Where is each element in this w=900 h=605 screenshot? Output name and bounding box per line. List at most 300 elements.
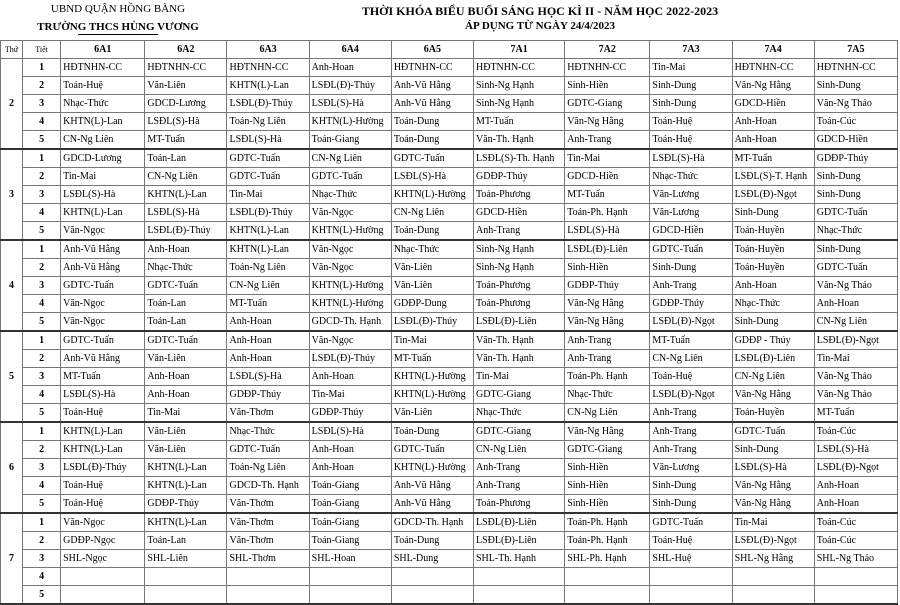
lesson-cell: GDĐP - Thúy [732, 331, 814, 350]
period-cell: 1 [23, 59, 61, 77]
lesson-cell: KHTN(L)-Lan [227, 222, 309, 241]
lesson-cell: Anh-Trang [650, 404, 732, 423]
lesson-cell: Sinh-Ng Hạnh [474, 95, 565, 113]
lesson-cell: CN-Ng Liên [227, 277, 309, 295]
lesson-cell: HĐTNHN-CC [814, 59, 897, 77]
lesson-cell: HĐTNHN-CC [61, 59, 145, 77]
lesson-cell: KHTN(L)-Lan [61, 204, 145, 222]
lesson-cell: Anh-Vũ Hằng [61, 240, 145, 259]
lesson-cell: Văn-Ngọc [61, 313, 145, 332]
table-row [1, 477, 898, 495]
school-name: TRƯỜNG THCS HÙNG VƯƠNG [37, 21, 199, 33]
lesson-cell: Anh-Hoan [814, 477, 897, 495]
lesson-cell: LSĐL(S)-Hà [309, 422, 391, 441]
lesson-cell: Toán-Dung [391, 113, 473, 131]
class-header: 7A3 [650, 41, 732, 59]
lesson-cell: Toán-Lan [145, 313, 227, 332]
lesson-cell: Văn-Th. Hạnh [474, 331, 565, 350]
lesson-cell: Sinh-Dung [732, 204, 814, 222]
lesson-cell: KHTN(L)-Lan [145, 186, 227, 204]
lesson-cell: CN-Ng Liên [61, 131, 145, 150]
lesson-cell: Sinh-Dung [732, 313, 814, 332]
period-cell: 1 [23, 513, 61, 532]
lesson-cell: Anh-Hoan [732, 277, 814, 295]
lesson-cell: Văn-Ngọc [309, 240, 391, 259]
lesson-cell [145, 586, 227, 605]
lesson-cell: KHTN(L)-Lan [61, 441, 145, 459]
school-underline [78, 34, 158, 35]
lesson-cell: Sinh-Dung [650, 259, 732, 277]
table-row [1, 459, 898, 477]
lesson-cell: SHL-Ng Hằng [732, 550, 814, 568]
lesson-cell: LSĐL(Đ)-Ngọt [732, 186, 814, 204]
lesson-cell: Tin-Mai [61, 168, 145, 186]
lesson-cell: Toán-Lan [145, 295, 227, 313]
lesson-cell: LSĐL(Đ)-Liên [474, 313, 565, 332]
lesson-cell: Toán-Huyền [732, 259, 814, 277]
lesson-cell: Toán-Ph. Hạnh [565, 513, 650, 532]
lesson-cell: Toán-Ph. Hạnh [565, 204, 650, 222]
lesson-cell: MT-Tuấn [227, 295, 309, 313]
lesson-cell: GDTC-Tuấn [227, 168, 309, 186]
lesson-cell: LSĐL(S)-Hà [227, 368, 309, 386]
lesson-cell: Nhạc-Thức [814, 222, 897, 241]
lesson-cell: Toán-Huệ [61, 477, 145, 495]
lesson-cell: Toán-Huệ [61, 495, 145, 514]
lesson-cell: Văn-Ng Hằng [732, 477, 814, 495]
day-cell: 2 [1, 59, 23, 150]
lesson-cell: Toán-Ph. Hạnh [565, 532, 650, 550]
lesson-cell [732, 586, 814, 605]
lesson-cell: GDĐP-Ngọc [61, 532, 145, 550]
org-name: UBND QUẬN HỒNG BÀNG [50, 3, 186, 15]
lesson-cell: KHTN(L)-Hường [309, 222, 391, 241]
lesson-cell: Nhạc-Thức [650, 168, 732, 186]
lesson-cell: GDTC-Giang [474, 422, 565, 441]
lesson-cell: GDĐP-Dung [391, 295, 473, 313]
lesson-cell: KHTN(L)-Hường [391, 459, 473, 477]
lesson-cell: GDTC-Tuấn [814, 204, 897, 222]
lesson-cell: Nhạc-Thức [565, 386, 650, 404]
lesson-cell: Anh-Hoan [814, 295, 897, 313]
table-row [1, 222, 898, 241]
period-cell: 2 [23, 77, 61, 95]
lesson-cell: Tin-Mai [650, 59, 732, 77]
lesson-cell: LSĐL(S)-Hà [309, 95, 391, 113]
lesson-cell: GDCD-Lương [145, 95, 227, 113]
period-cell: 5 [23, 495, 61, 514]
table-row [1, 149, 898, 168]
lesson-cell: LSĐL(S)-Hà [650, 149, 732, 168]
class-header: 7A5 [814, 41, 897, 59]
table-row [1, 77, 898, 95]
lesson-cell [565, 586, 650, 605]
lesson-cell: Văn-Ng Hằng [565, 313, 650, 332]
period-cell: 5 [23, 131, 61, 150]
class-header: 6A3 [227, 41, 309, 59]
lesson-cell [814, 586, 897, 605]
lesson-cell: Toán-Phương [474, 277, 565, 295]
period-cell: 1 [23, 422, 61, 441]
lesson-cell: Văn-Ng Thảo [814, 368, 897, 386]
lesson-cell: LSĐL(Đ)-Thúy [309, 77, 391, 95]
lesson-cell: LSĐL(S)-Hà [732, 459, 814, 477]
lesson-cell: LSĐL(S)-Hà [145, 204, 227, 222]
lesson-cell: GDCD-Th. Hạnh [391, 513, 473, 532]
lesson-cell: KHTN(L)-Lan [145, 513, 227, 532]
period-cell: 2 [23, 259, 61, 277]
lesson-cell: Toán-Giang [309, 532, 391, 550]
lesson-cell: Sinh-Dung [650, 477, 732, 495]
table-row [1, 532, 898, 550]
lesson-cell: LSĐL(Đ)-Thúy [309, 350, 391, 368]
lesson-cell: Toán-Giang [309, 513, 391, 532]
period-cell: 1 [23, 149, 61, 168]
lesson-cell: Văn-Lương [650, 186, 732, 204]
lesson-cell: GDĐP-Thúy [565, 277, 650, 295]
lesson-cell: Toán-Dung [391, 422, 473, 441]
table-row [1, 95, 898, 113]
lesson-cell: LSĐL(Đ)-Ngọt [650, 313, 732, 332]
lesson-cell: GDTC-Tuấn [227, 441, 309, 459]
lesson-cell: Anh-Hoan [309, 368, 391, 386]
table-row [1, 295, 898, 313]
lesson-cell: Văn-Lương [650, 204, 732, 222]
lesson-cell: LSĐL(S)-Hà [814, 441, 897, 459]
lesson-cell: GDTC-Giang [565, 441, 650, 459]
table-row [1, 386, 898, 404]
lesson-cell: Toán-Lan [145, 532, 227, 550]
lesson-cell: Tin-Mai [474, 368, 565, 386]
lesson-cell: KHTN(L)-Lan [227, 240, 309, 259]
lesson-cell: SHL-Ng Thảo [814, 550, 897, 568]
lesson-cell: Sinh-Dung [814, 77, 897, 95]
lesson-cell: Tin-Mai [732, 513, 814, 532]
lesson-cell [650, 586, 732, 605]
table-row [1, 368, 898, 386]
class-header: 6A5 [391, 41, 473, 59]
lesson-cell: LSĐL(Đ)-Liên [474, 513, 565, 532]
lesson-cell: HĐTNHN-CC [227, 59, 309, 77]
lesson-cell: SHL-Liên [145, 550, 227, 568]
lesson-cell: GDCD-Hiền [814, 131, 897, 150]
day-cell: 5 [1, 331, 23, 422]
lesson-cell: CN-Ng Liên [391, 204, 473, 222]
lesson-cell: KHTN(L)-Hường [309, 113, 391, 131]
lesson-cell: Toán-Huệ [650, 131, 732, 150]
lesson-cell: Văn-Ngọc [61, 513, 145, 532]
lesson-cell: Văn-Thơm [227, 404, 309, 423]
lesson-cell: GDCD-Th. Hạnh [227, 477, 309, 495]
lesson-cell: MT-Tuấn [650, 331, 732, 350]
timetable-body [1, 59, 898, 605]
lesson-cell: HĐTNHN-CC [145, 59, 227, 77]
lesson-cell: GDCD-Lương [61, 149, 145, 168]
lesson-cell: GDCD-Hiền [565, 168, 650, 186]
lesson-cell: KHTN(L)-Hường [391, 186, 473, 204]
lesson-cell: Sinh-Ng Hạnh [474, 240, 565, 259]
lesson-cell: KHTN(L)-Hường [309, 277, 391, 295]
lesson-cell: Toán-Cúc [814, 532, 897, 550]
lesson-cell: Anh-Vũ Hằng [391, 495, 473, 514]
lesson-cell: LSĐL(S)-Hà [145, 113, 227, 131]
lesson-cell: GDTC-Tuấn [814, 259, 897, 277]
lesson-cell: Anh-Trang [650, 422, 732, 441]
lesson-cell: MT-Tuấn [732, 149, 814, 168]
lesson-cell: HĐTNHN-CC [732, 59, 814, 77]
lesson-cell: Anh-Hoan [145, 368, 227, 386]
table-row [1, 441, 898, 459]
lesson-cell: Anh-Trang [650, 441, 732, 459]
lesson-cell: Toán-Giang [309, 477, 391, 495]
lesson-cell: MT-Tuấn [814, 404, 897, 423]
table-row [1, 204, 898, 222]
lesson-cell: KHTN(L)-Lan [227, 77, 309, 95]
lesson-cell: Văn-Ng Thảo [814, 386, 897, 404]
lesson-cell: Toán-Giang [309, 495, 391, 514]
lesson-cell: Anh-Trang [565, 350, 650, 368]
lesson-cell: GDCD-Hiền [732, 95, 814, 113]
lesson-cell: SHL-Thơm [227, 550, 309, 568]
lesson-cell: Toán-Huyền [732, 240, 814, 259]
lesson-cell: LSĐL(S)-Th. Hạnh [474, 149, 565, 168]
lesson-cell: Văn-Liên [391, 277, 473, 295]
lesson-cell: Toán-Giang [309, 131, 391, 150]
table-row [1, 404, 898, 423]
period-column-header: Tiết [23, 41, 61, 59]
lesson-cell: LSĐL(Đ)-Ngọt [732, 532, 814, 550]
lesson-cell: GDTC-Tuấn [61, 331, 145, 350]
day-cell: 7 [1, 513, 23, 604]
lesson-cell: GDTC-Tuấn [650, 240, 732, 259]
lesson-cell: Anh-Hoan [732, 113, 814, 131]
lesson-cell: GDTC-Tuấn [391, 149, 473, 168]
lesson-cell [391, 586, 473, 605]
lesson-cell: MT-Tuấn [61, 368, 145, 386]
lesson-cell: Toán-Cúc [814, 113, 897, 131]
day-cell: 6 [1, 422, 23, 513]
period-cell: 1 [23, 240, 61, 259]
period-cell: 3 [23, 277, 61, 295]
lesson-cell: KHTN(L)-Lan [145, 477, 227, 495]
lesson-cell: Anh-Trang [565, 131, 650, 150]
table-row [1, 131, 898, 150]
lesson-cell: KHTN(L)-Hường [391, 386, 473, 404]
lesson-cell: SHL-Ph. Hạnh [565, 550, 650, 568]
lesson-cell: GDTC-Giang [565, 95, 650, 113]
lesson-cell: Toán-Cúc [814, 422, 897, 441]
lesson-cell: Toán-Ng Liên [227, 259, 309, 277]
lesson-cell: GDĐP-Thúy [474, 168, 565, 186]
lesson-cell: CN-Ng Liên [145, 168, 227, 186]
period-cell: 4 [23, 477, 61, 495]
lesson-cell: Văn-Ngọc [61, 222, 145, 241]
lesson-cell: Anh-Hoan [309, 459, 391, 477]
lesson-cell: Văn-Ng Hằng [565, 295, 650, 313]
lesson-cell: GDTC-Tuấn [732, 422, 814, 441]
table-row [1, 350, 898, 368]
lesson-cell: Toán-Huệ [650, 368, 732, 386]
lesson-cell: LSĐL(S)-Hà [61, 386, 145, 404]
lesson-cell: Sinh-Hiền [565, 495, 650, 514]
period-cell: 3 [23, 550, 61, 568]
lesson-cell: HĐTNHN-CC [474, 59, 565, 77]
lesson-cell: Tin-Mai [145, 404, 227, 423]
lesson-cell: GDTC-Tuấn [61, 277, 145, 295]
lesson-cell: Toán-Ng Liên [227, 459, 309, 477]
lesson-cell: KHTN(L)-Hường [309, 295, 391, 313]
lesson-cell: Anh-Vũ Hằng [61, 350, 145, 368]
lesson-cell: GDCD-Hiền [474, 204, 565, 222]
lesson-cell: LSĐL(Đ)-Thúy [145, 222, 227, 241]
lesson-cell: Anh-Trang [474, 459, 565, 477]
period-cell: 4 [23, 113, 61, 131]
lesson-cell: Sinh-Dung [650, 77, 732, 95]
table-row [1, 495, 898, 514]
lesson-cell: Anh-Trang [474, 222, 565, 241]
class-header: 7A1 [474, 41, 565, 59]
lesson-cell: Sinh-Dung [732, 441, 814, 459]
lesson-cell: Toán-Phương [474, 186, 565, 204]
lesson-cell: LSĐL(Đ)-Ngọt [814, 459, 897, 477]
lesson-cell: Văn-Lương [650, 459, 732, 477]
lesson-cell: LSĐL(Đ)-Thúy [227, 95, 309, 113]
lesson-cell: Văn-Ngọc [309, 331, 391, 350]
lesson-cell: Văn-Th. Hạnh [474, 131, 565, 150]
table-row [1, 313, 898, 332]
period-cell: 2 [23, 532, 61, 550]
lesson-cell: LSĐL(Đ)-Liên [732, 350, 814, 368]
lesson-cell: Toán-Cúc [814, 513, 897, 532]
lesson-cell: GDĐP-Thúy [145, 495, 227, 514]
lesson-cell: MT-Tuấn [391, 350, 473, 368]
lesson-cell: Tin-Mai [391, 331, 473, 350]
lesson-cell: LSĐL(S)-Hà [565, 222, 650, 241]
lesson-cell: Anh-Vũ Hằng [391, 77, 473, 95]
lesson-cell: CN-Ng Liên [565, 404, 650, 423]
lesson-cell: Anh-Vũ Hằng [61, 259, 145, 277]
table-row [1, 259, 898, 277]
lesson-cell: Anh-Hoan [309, 441, 391, 459]
lesson-cell: CN-Ng Liên [814, 313, 897, 332]
lesson-cell: Anh-Trang [650, 277, 732, 295]
period-cell: 3 [23, 368, 61, 386]
period-cell: 3 [23, 95, 61, 113]
period-cell: 1 [23, 331, 61, 350]
lesson-cell: Sinh-Dung [814, 186, 897, 204]
lesson-cell: GDĐP-Thúy [309, 404, 391, 423]
lesson-cell: Sinh-Hiền [565, 259, 650, 277]
lesson-cell: Sinh-Hiền [565, 477, 650, 495]
lesson-cell: Văn-Ngọc [309, 204, 391, 222]
lesson-cell: Anh-Hoan [309, 59, 391, 77]
lesson-cell: KHTN(L)-Hường [391, 368, 473, 386]
lesson-cell: LSĐL(S)-T. Hạnh [732, 168, 814, 186]
lesson-cell: Toán-Huệ [650, 532, 732, 550]
lesson-cell: Toán-Phương [474, 295, 565, 313]
timetable [0, 40, 898, 605]
lesson-cell: Nhạc-Thức [227, 422, 309, 441]
lesson-cell: GDTC-Tuấn [145, 277, 227, 295]
lesson-cell: Tin-Mai [565, 149, 650, 168]
lesson-cell: Văn-Ng Thảo [814, 95, 897, 113]
lesson-cell: Anh-Vũ Hằng [391, 477, 473, 495]
table-row [1, 113, 898, 131]
lesson-cell: Văn-Thơm [227, 532, 309, 550]
class-header: 6A4 [309, 41, 391, 59]
lesson-cell: Toán-Dung [391, 532, 473, 550]
period-cell: 2 [23, 350, 61, 368]
lesson-cell: LSĐL(Đ)-Liên [474, 532, 565, 550]
lesson-cell: Văn-Liên [145, 441, 227, 459]
lesson-cell: LSĐL(Đ)-Ngọt [650, 386, 732, 404]
lesson-cell: Anh-Hoan [227, 313, 309, 332]
lesson-cell: Văn-Thơm [227, 513, 309, 532]
lesson-cell: Văn-Thơm [227, 495, 309, 514]
document-header [0, 0, 900, 40]
table-row [1, 240, 898, 259]
lesson-cell: Toán-Ng Liên [227, 113, 309, 131]
lesson-cell: Sinh-Dung [650, 495, 732, 514]
day-column-header: Thứ [1, 41, 23, 59]
lesson-cell: GDCD-Hiền [650, 222, 732, 241]
lesson-cell: Văn-Liên [391, 404, 473, 423]
lesson-cell: Toán-Lan [145, 149, 227, 168]
lesson-cell: Tin-Mai [227, 186, 309, 204]
lesson-cell: GDCD-Th. Hạnh [309, 313, 391, 332]
lesson-cell: GDTC-Tuấn [309, 168, 391, 186]
lesson-cell: Văn-Ng Hằng [732, 386, 814, 404]
lesson-cell: LSĐL(Đ)-Thúy [391, 313, 473, 332]
lesson-cell [227, 586, 309, 605]
day-cell: 4 [1, 240, 23, 331]
lesson-cell: MT-Tuấn [474, 113, 565, 131]
lesson-cell: Toán-Huyền [732, 404, 814, 423]
lesson-cell: GDTC-Giang [474, 386, 565, 404]
lesson-cell: GDĐP-Thúy [814, 149, 897, 168]
lesson-cell: Nhạc-Thức [732, 295, 814, 313]
period-cell: 2 [23, 441, 61, 459]
lesson-cell: Anh-Hoan [227, 350, 309, 368]
lesson-cell: Anh-Hoan [732, 131, 814, 150]
column-header-row [1, 41, 898, 59]
lesson-cell: Nhạc-Thức [309, 186, 391, 204]
lesson-cell: SHL-Th. Hạnh [474, 550, 565, 568]
lesson-cell: Toán-Huệ [61, 404, 145, 423]
lesson-cell: Văn-Ng Hằng [565, 422, 650, 441]
lesson-cell: Anh-Hoan [227, 331, 309, 350]
table-row [1, 59, 898, 77]
lesson-cell: SHL-Dung [391, 550, 473, 568]
lesson-cell: CN-Ng Liên [474, 441, 565, 459]
lesson-cell: KHTN(L)-Lan [145, 459, 227, 477]
lesson-cell: SHL-Ngọc [61, 550, 145, 568]
period-cell: 3 [23, 459, 61, 477]
lesson-cell: Nhạc-Thức [145, 259, 227, 277]
lesson-cell: Toán-Huệ [650, 113, 732, 131]
period-cell: 4 [23, 386, 61, 404]
lesson-cell: GDTC-Tuấn [391, 441, 473, 459]
lesson-cell: Toán-Dung [391, 222, 473, 241]
lesson-cell: CN-Ng Liên [309, 149, 391, 168]
lesson-cell: HĐTNHN-CC [391, 59, 473, 77]
lesson-cell [309, 586, 391, 605]
table-row [1, 168, 898, 186]
lesson-cell: Nhạc-Thức [391, 240, 473, 259]
lesson-cell: Văn-Ng Hằng [732, 77, 814, 95]
lesson-cell: Toán-Huệ [61, 77, 145, 95]
class-header: 6A1 [61, 41, 145, 59]
